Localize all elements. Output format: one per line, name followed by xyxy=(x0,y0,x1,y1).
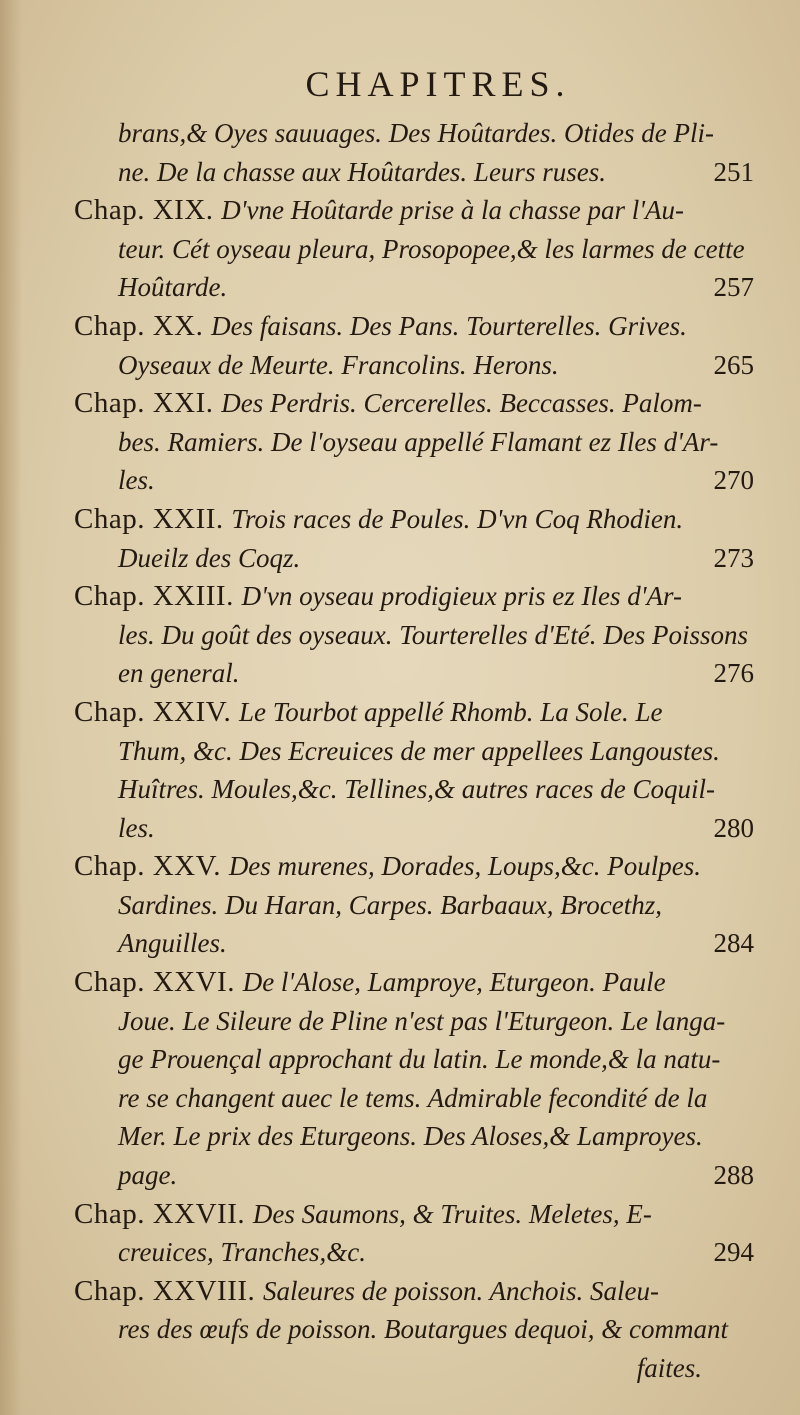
entry-line xyxy=(74,191,762,230)
entry-line xyxy=(74,268,762,307)
entry-line xyxy=(74,230,762,269)
entry-line xyxy=(74,1272,762,1311)
page-number: 284 xyxy=(713,928,754,959)
entry-line xyxy=(74,423,762,462)
chapter-entry xyxy=(74,1195,762,1272)
entry-line xyxy=(74,461,762,500)
entry-text: Le Tourbot appellé Rhomb. La Sole. Le xyxy=(238,696,663,727)
chapter-label: Chap. XX. xyxy=(74,309,212,342)
entry-text: Sardines. Du Haran, Carpes. Barbaaux, Brocethz, xyxy=(118,889,662,920)
chapter-label: Chap. XXI. xyxy=(74,387,222,420)
entry-text: res des œufs de poisson. Boutargues dequoi, & commant xyxy=(118,1314,728,1345)
entry-line xyxy=(74,1310,762,1349)
entry-text: Hoûtarde. xyxy=(118,272,228,303)
entry-text: Huîtres. Moules,&c. Tellines,& autres races de Coquil- xyxy=(118,774,715,805)
chapter-label: Chap. XXIV. xyxy=(74,695,239,728)
entry-line xyxy=(74,1195,762,1234)
entry-text: De l'Alose, Lamproye, Eturgeon. Paule xyxy=(242,967,666,998)
chapter-label: Chap. XXVIII. xyxy=(74,1274,264,1307)
entry-line xyxy=(74,500,762,539)
entry-line xyxy=(74,809,762,848)
entry-line xyxy=(74,153,762,192)
entry-line xyxy=(74,847,762,886)
page-number: 270 xyxy=(713,465,754,496)
entry-line xyxy=(74,1156,762,1195)
chapter-label: Chap. XXII. xyxy=(74,502,232,535)
page-number: 280 xyxy=(713,812,754,843)
entry-text: faites. xyxy=(636,1353,702,1383)
entry-line xyxy=(74,307,762,346)
entry-text: Joue. Le Sileure de Pline n'est pas l'Eturgeon. Le langa- xyxy=(118,1005,726,1036)
entry-line xyxy=(74,732,762,771)
page-number: 294 xyxy=(713,1237,754,1268)
chapter-entry xyxy=(74,1272,762,1388)
entry-text: re se changent auec le tems. Admirable fecondité de la xyxy=(118,1082,708,1113)
entry-text: Oyseaux de Meurte. Francolins. Herons. xyxy=(118,349,559,380)
chapter-label: Chap. XXV. xyxy=(74,850,229,883)
page-number: 251 xyxy=(713,156,754,187)
entry-text: Thum, &c. Des Ecreuices de mer appellees Langoustes. xyxy=(118,735,720,766)
running-header: CHAPITRES. xyxy=(305,64,571,104)
entry-line xyxy=(74,1079,762,1118)
entry-line xyxy=(74,963,762,1002)
entry-line xyxy=(74,539,762,578)
chapter-entry xyxy=(74,847,762,963)
entry-text: ge Prouençal approchant du latin. Le monde,& la natu- xyxy=(118,1044,721,1075)
entry-line xyxy=(74,1040,762,1079)
entry-text: en general. xyxy=(118,658,240,689)
entry-line xyxy=(74,1349,762,1388)
chapter-entry xyxy=(74,963,762,1195)
entry-text: Des Saumons, & Truites. Meletes, E- xyxy=(252,1198,652,1229)
entry-text: ne. De la chasse aux Hoûtardes. Leurs ruses. xyxy=(118,156,606,187)
entry-line xyxy=(74,346,762,385)
page-number: 288 xyxy=(713,1160,754,1191)
chapter-label: Chap. XXVII. xyxy=(74,1197,253,1230)
entry-line xyxy=(74,770,762,809)
entry-text: les. Du goût des oyseaux. Tourterelles d'Eté. Des Poissons xyxy=(118,619,748,650)
entry-text: Mer. Le prix des Eturgeons. Des Aloses,& Lamproyes. xyxy=(118,1121,703,1152)
page-number: 265 xyxy=(713,349,754,380)
entry-text: creuices, Tranches,&c. xyxy=(118,1237,366,1268)
entry-text: bes. Ramiers. De l'oyseau appellé Flamant ez Iles d'Ar- xyxy=(118,426,719,457)
chapter-label: Chap. XXVI. xyxy=(74,966,243,999)
entry-line xyxy=(74,693,762,732)
chapter-label: Chap. XIX. xyxy=(74,194,222,227)
entry-line xyxy=(74,1002,762,1041)
entry-text: Saleures de poisson. Anchois. Saleu- xyxy=(263,1275,659,1306)
entry-text: Trois races de Poules. D'vn Coq Rhodien. xyxy=(231,503,684,534)
entry-line xyxy=(74,577,762,616)
chapter-entry xyxy=(74,693,762,847)
entry-text: page. xyxy=(118,1160,178,1191)
page-number: 257 xyxy=(713,272,754,303)
entry-text: D'vne Hoûtarde prise à la chasse par l'Au- xyxy=(221,195,684,226)
entry-text: D'vn oyseau prodigieux pris ez Iles d'Ar- xyxy=(241,581,683,612)
chapter-list xyxy=(74,114,762,1388)
entry-text: teur. Cét oyseau pleura, Prosopopee,& les larmes de cette xyxy=(118,233,745,264)
entry-line xyxy=(74,886,762,925)
entry-text: les. xyxy=(118,465,155,496)
chapter-label: Chap. XXIII. xyxy=(74,580,242,613)
entry-line xyxy=(74,1233,762,1272)
entry-line xyxy=(74,616,762,655)
chapter-entry xyxy=(74,384,762,500)
chapter-entry xyxy=(74,307,762,384)
entry-text: Des faisans. Des Pans. Tourterelles. Grives. xyxy=(211,310,687,341)
entry-line xyxy=(74,384,762,423)
entry-line xyxy=(74,654,762,693)
entry-text: brans,& Oyes sauuages. Des Hoûtardes. Otides de Pli- xyxy=(118,118,714,148)
entry-line xyxy=(74,114,762,153)
entry-text: Des Perdris. Cercerelles. Beccasses. Palom- xyxy=(221,388,702,419)
page-number: 276 xyxy=(713,658,754,689)
chapter-entry xyxy=(74,577,762,693)
entry-line xyxy=(74,924,762,963)
entry-line xyxy=(74,1117,762,1156)
entry-text: Des murenes, Dorades, Loups,&c. Poulpes. xyxy=(228,851,702,882)
chapter-entry xyxy=(74,114,762,191)
entry-text: Dueilz des Coqz. xyxy=(118,542,301,573)
chapter-entry xyxy=(74,500,762,577)
page-number: 273 xyxy=(713,542,754,573)
entry-text: Anguilles. xyxy=(118,928,227,959)
entry-text: les. xyxy=(118,812,155,843)
chapter-entry xyxy=(74,191,762,307)
